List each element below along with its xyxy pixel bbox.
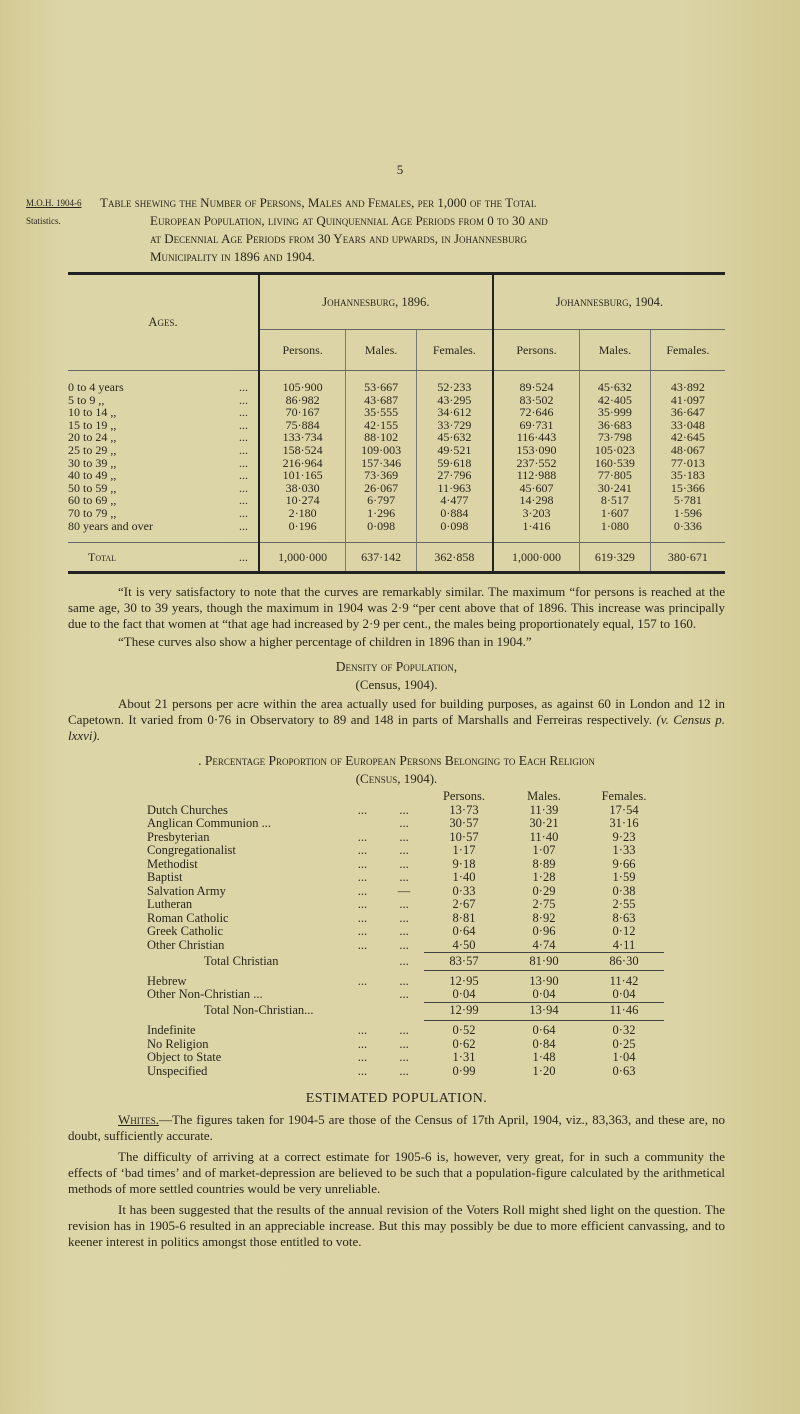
religion-name: Other Christian (147, 937, 225, 952)
religion-name: No Religion (147, 1036, 209, 1051)
religion-subheading: (Census, 1904). (355, 771, 438, 786)
value-cell: 36·683 (580, 419, 651, 432)
value-cell: 1·40 (452, 870, 476, 884)
value-cell: 42·155 (346, 419, 417, 432)
value-cell: 0·098 (416, 520, 493, 533)
value-cell: 8·92 (532, 910, 556, 925)
value-cell: 0·25 (612, 1036, 636, 1051)
leader-dots: ... (239, 493, 248, 508)
value-cell: 14·298 (493, 494, 580, 507)
value-cell: 35·183 (650, 469, 725, 482)
ages-header: Ages. (68, 274, 259, 371)
table-row (147, 817, 664, 831)
age-label: 15 to 19 ,, (68, 417, 117, 432)
value-cell: 13·73 (449, 802, 479, 817)
value-cell: 77·013 (650, 457, 725, 470)
value-cell: 33·729 (416, 419, 493, 432)
table-row (68, 444, 725, 457)
value-cell: 42·645 (650, 431, 725, 444)
leader-dots: — (397, 883, 411, 898)
value-cell: 1·20 (532, 1063, 556, 1078)
value-cell: 43·295 (416, 394, 493, 407)
whites-text: —The figures taken for 1904-5 are those of the Census of 17th April, 1904, viz., 83,363, and these are, no doubt, sufficiently accurate. (68, 1112, 725, 1143)
value-cell: 88·102 (346, 431, 417, 444)
table-row (147, 858, 664, 872)
total-value: 619·329 (580, 543, 651, 573)
value-cell: 8·81 (452, 910, 476, 925)
leader-dots: ... (399, 843, 409, 857)
col-header: Males. (580, 330, 651, 371)
value-cell: 0·336 (650, 520, 725, 533)
value-cell: 1·596 (650, 507, 725, 520)
total-label: Total (88, 549, 117, 564)
estimated-paragraph: It has been suggested that the results of the annual revision of the Voters Roll might shed light on the question. The revision has in 1905-6 resulted in an appreciable increase. But this may possibly be due to more efficient canvassing, and to keener interest in politics amongst those entitled to vote. (68, 1202, 725, 1249)
col-header: Persons. (259, 330, 346, 371)
religion-name: Presbyterian (147, 829, 210, 844)
leader-dots: ... (399, 897, 409, 911)
col-header: Females. (601, 789, 647, 803)
col-header: Males. (346, 330, 417, 371)
value-cell: 43·687 (346, 394, 417, 407)
religion-table (147, 790, 664, 1078)
value-cell: 27·796 (416, 469, 493, 482)
age-cell (68, 520, 259, 533)
leader-dots: ... (239, 455, 248, 470)
value-cell: 83·57 (424, 953, 504, 971)
value-cell: 105·023 (580, 444, 651, 457)
leader-dots: ... (357, 897, 368, 911)
value-cell: 0·12 (612, 924, 636, 938)
leader-dots: ... (239, 518, 248, 533)
value-cell: 77·805 (580, 469, 651, 482)
value-cell: 30·241 (580, 482, 651, 495)
age-label: 30 to 39 ,, (68, 455, 117, 470)
value-cell: 48·067 (650, 444, 725, 457)
leader-dots: ... (239, 392, 248, 407)
value-cell: 17·54 (609, 802, 639, 817)
table-row (68, 406, 725, 419)
leader-dots: ... (239, 405, 248, 420)
value-cell: 73·369 (346, 469, 417, 482)
value-cell: 13·90 (529, 973, 559, 988)
table-row (147, 1051, 664, 1065)
page-number: 5 (396, 162, 404, 177)
leader-dots: ... (399, 973, 409, 988)
value-cell: 69·731 (493, 419, 580, 432)
value-cell: 30·57 (449, 816, 479, 830)
value-cell: 3·203 (493, 507, 580, 520)
leader-dots (341, 988, 384, 1002)
religion-name: Roman Catholic (147, 910, 229, 925)
leader-dots: ... (357, 1036, 368, 1051)
value-cell: 13·94 (504, 1002, 584, 1020)
leader-dots: ... (357, 856, 368, 871)
value-cell: 2·75 (532, 897, 556, 911)
value-cell: 105·900 (259, 381, 346, 394)
leader-dots: ... (399, 1050, 409, 1064)
value-cell: 10·57 (449, 829, 479, 844)
value-cell: 8·63 (612, 910, 636, 925)
value-cell: 36·647 (650, 406, 725, 419)
value-cell: 0·64 (532, 1023, 556, 1037)
value-cell: 9·18 (452, 856, 476, 871)
value-cell: 45·607 (493, 482, 580, 495)
value-cell: 43·892 (650, 381, 725, 394)
value-cell: 49·521 (416, 444, 493, 457)
value-cell: 11·46 (584, 1002, 664, 1020)
leader-dots: ... (239, 468, 248, 483)
value-cell: 86·982 (259, 394, 346, 407)
religion-name: Object to State (147, 1050, 222, 1064)
value-cell: 1·48 (532, 1050, 556, 1064)
leader-dots: ... (357, 802, 368, 817)
value-cell: 0·38 (612, 883, 636, 898)
value-cell: 83·502 (493, 394, 580, 407)
value-cell: 52·233 (416, 381, 493, 394)
col-header: Persons. (493, 330, 580, 371)
table-row (147, 975, 664, 989)
leader-dots (384, 1002, 424, 1020)
value-cell: 53·667 (346, 381, 417, 394)
leader-dots: ... (357, 910, 368, 925)
total-value: 380·671 (650, 543, 725, 573)
leader-dots (341, 817, 384, 831)
estimated-heading: ESTIMATED POPULATION. (305, 1091, 488, 1106)
value-cell: 15·366 (650, 482, 725, 495)
table-row (147, 885, 664, 899)
value-cell: 11·42 (609, 973, 639, 988)
value-cell: 0·52 (452, 1023, 476, 1037)
religion-name: Methodist (147, 856, 198, 871)
leader-dots: ... (399, 816, 409, 830)
table-row (147, 871, 664, 885)
leader-dots: ... (399, 1023, 409, 1037)
value-cell: 41·097 (650, 394, 725, 407)
value-cell: 133·734 (259, 431, 346, 444)
value-cell: 0·196 (259, 520, 346, 533)
margin-note-section: Statistics. (26, 216, 61, 226)
density-paragraph (68, 696, 725, 744)
table-row (68, 520, 725, 533)
value-cell: 1·080 (580, 520, 651, 533)
leader-dots: ... (239, 442, 248, 457)
value-cell: 34·612 (416, 406, 493, 419)
leader-dots: ... (399, 987, 409, 1002)
value-cell: 1·416 (493, 520, 580, 533)
value-cell: 4·11 (612, 937, 636, 952)
value-cell: 1·04 (612, 1050, 636, 1064)
value-cell: 9·66 (612, 856, 636, 871)
col-header: Males. (527, 789, 561, 803)
leader-dots: ... (399, 870, 409, 884)
value-cell: 42·405 (580, 394, 651, 407)
value-cell: 1·296 (346, 507, 417, 520)
religion-name: Hebrew (147, 973, 187, 988)
value-cell: 4·74 (532, 937, 556, 952)
value-cell: 38·030 (259, 482, 346, 495)
value-cell: 26·067 (346, 482, 417, 495)
age-label: 25 to 29 ,, (68, 442, 117, 457)
value-cell: 101·165 (259, 469, 346, 482)
total-row (147, 1002, 664, 1020)
table-row (68, 469, 725, 482)
total-row (147, 953, 664, 971)
value-cell: 153·090 (493, 444, 580, 457)
value-cell: 0·04 (612, 987, 636, 1001)
leader-dots: ... (239, 430, 248, 445)
age-label: 5 to 9 ,, (68, 392, 105, 407)
value-cell: 2·55 (612, 897, 636, 911)
leader-dots: ... (399, 802, 409, 817)
religion-name: Anglican Communion ... (147, 816, 271, 830)
religion-name: Greek Catholic (147, 924, 224, 938)
value-cell: 116·443 (493, 431, 580, 444)
value-cell: 0·96 (532, 924, 556, 938)
religion-name: Total Christian (204, 953, 279, 968)
table-row (147, 1038, 664, 1052)
value-cell: 11·40 (529, 829, 559, 844)
value-cell: 8·89 (532, 856, 556, 871)
value-cell: 0·63 (612, 1063, 636, 1078)
table-row (68, 507, 725, 520)
value-cell: 2·67 (452, 897, 476, 911)
quote-block (68, 584, 725, 650)
density-text: About 21 persons per acre within the area actually used for building purposes, as against 60 in London and 12 in Capetown. It varied from 0·76 in Observatory to 89 and 148 in parts of Marshalls and Ferreiras respectively. (68, 696, 725, 727)
value-cell: 45·632 (580, 381, 651, 394)
leader-dots: ... (357, 973, 368, 988)
table-row (147, 988, 664, 1002)
value-cell: 1·607 (580, 507, 651, 520)
total-value: 1,000·000 (259, 543, 346, 573)
religion-name: Indefinite (147, 1023, 196, 1037)
leader-dots: ... (357, 924, 368, 938)
religion-name: Dutch Churches (147, 802, 228, 817)
value-cell: 0·62 (452, 1036, 476, 1051)
leader-dots: ... (399, 953, 409, 968)
value-cell: 0·098 (346, 520, 417, 533)
value-cell: 1·17 (452, 843, 476, 857)
value-cell: 11·963 (416, 482, 493, 495)
value-cell: 1·33 (612, 843, 636, 857)
value-cell: 160·539 (580, 457, 651, 470)
total-value: 637·142 (346, 543, 417, 573)
leader-dots: ... (399, 937, 409, 952)
density-subheading: (Census, 1904). (355, 677, 438, 692)
age-label: 20 to 24 ,, (68, 430, 117, 445)
value-cell: 0·64 (452, 924, 476, 938)
density-heading: Density of Population, (335, 659, 458, 674)
leader-dots: ... (239, 480, 248, 495)
value-cell: 70·167 (259, 406, 346, 419)
value-cell: 237·552 (493, 457, 580, 470)
value-cell: 12·99 (424, 1002, 504, 1020)
value-cell: 11·39 (529, 802, 559, 817)
leader-dots: ... (357, 870, 368, 884)
title-line: European Population, living at Quinquennial Age Periods from 0 to 30 and (150, 213, 548, 228)
value-cell: 86·30 (584, 953, 664, 971)
value-cell: 12·95 (449, 973, 479, 988)
leader-dots: ... (357, 1050, 368, 1064)
title-line: at Decennial Age Periods from 30 Years and upwards, in Johannesburg (150, 231, 528, 246)
table-row (147, 925, 664, 939)
whites-label: Whites. (118, 1112, 160, 1127)
age-label: 10 to 14 ,, (68, 405, 117, 420)
table-row (147, 844, 664, 858)
value-cell: 9·23 (612, 829, 636, 844)
religion-name: Total Non-Christian... (204, 1003, 314, 1018)
group-header-1904: Johannesburg, 1904. (493, 274, 725, 330)
age-label: 80 years and over (68, 518, 153, 533)
value-cell: 0·04 (532, 987, 556, 1001)
value-cell: 6·797 (346, 494, 417, 507)
table-row (147, 898, 664, 912)
value-cell: 112·988 (493, 469, 580, 482)
table-row (147, 1024, 664, 1038)
leader-dots: ... (399, 829, 409, 844)
col-header: Females. (650, 330, 725, 371)
age-label: 70 to 79 ,, (68, 505, 117, 520)
value-cell: 1·59 (612, 870, 636, 884)
title-line: Table shewing the Number of Persons, Males and Females, per 1,000 of the Total (100, 195, 537, 210)
margin-note-reference: M.O.H. 1904-6 (26, 198, 82, 208)
value-cell: 1·31 (452, 1050, 476, 1064)
table-row (147, 831, 664, 845)
value-cell: 0·33 (452, 883, 476, 898)
value-cell: 1·28 (532, 870, 556, 884)
estimated-section (68, 1112, 725, 1250)
value-cell: 45·632 (416, 431, 493, 444)
table-row (147, 1065, 664, 1079)
leader-dots: ... (239, 550, 248, 565)
quote-paragraph: “These curves also show a higher percentage of children in 1896 than in 1904.” (118, 634, 532, 649)
estimated-paragraph: The difficulty of arriving at a correct estimate for 1905-6 is, however, very great, for in such a community the effects of ‘bad times’ and of market-depression are believed to be such that a population-figure calculated by the arithmetical methods of more settled countries would be very unreliable. (68, 1149, 725, 1196)
census-reference: (v. Census p. lxxvi). (68, 712, 725, 743)
leader-dots: ... (239, 380, 248, 394)
total-row (68, 543, 725, 573)
quote-paragraph: “It is very satisfactory to note that the curves are remarkably similar. The maximum “for persons is reached at the same age, 30 to 39 years, though the maximum in 1904 was 2·9 “per cent above that of 1896. This increase was principally due to the fact that women at “that age had increased by 2·9 per cent., the males being proportionately equal, 157 to 160. (68, 584, 725, 631)
value-cell: 216·964 (259, 457, 346, 470)
value-cell: 5·781 (650, 494, 725, 507)
col-header: Persons. (442, 789, 486, 803)
value-cell: 157·346 (346, 457, 417, 470)
leader-dots: ... (399, 1036, 409, 1051)
value-cell: 73·798 (580, 431, 651, 444)
leader-dots: ... (357, 883, 368, 898)
value-cell: 4·50 (452, 937, 476, 952)
total-value: 1,000·000 (493, 543, 580, 573)
value-cell: 59·618 (416, 457, 493, 470)
value-cell: 0·32 (612, 1023, 636, 1037)
value-cell: 81·90 (504, 953, 584, 971)
religion-name: Unspecified (147, 1063, 208, 1078)
value-cell: 8·517 (580, 494, 651, 507)
leader-dots: ... (239, 417, 248, 432)
value-cell: 10·274 (259, 494, 346, 507)
age-label: 50 to 59 ,, (68, 480, 117, 495)
leader-dots: ... (399, 910, 409, 925)
age-label: 60 to 69 ,, (68, 493, 117, 508)
table-title (100, 194, 790, 266)
age-cell (68, 543, 259, 573)
value-cell: 35·555 (346, 406, 417, 419)
leader-dots: ... (357, 843, 368, 857)
value-cell: 0·04 (452, 987, 476, 1001)
value-cell: 89·524 (493, 381, 580, 394)
religion-name: Salvation Army (147, 883, 226, 898)
leader-dots: ... (399, 856, 409, 871)
table-row (147, 939, 664, 953)
value-cell: 0·29 (532, 883, 556, 898)
value-cell: 2·180 (259, 507, 346, 520)
table-row (147, 804, 664, 818)
religion-name: Lutheran (147, 897, 193, 911)
leader-dots: ... (239, 505, 248, 520)
leader-dots: ... (399, 1063, 409, 1078)
leader-dots: ... (357, 1063, 368, 1078)
age-label: 0 to 4 years (68, 380, 124, 394)
value-cell: 33·048 (650, 419, 725, 432)
title-line: Municipality in 1896 and 1904. (150, 249, 315, 264)
value-cell: 35·999 (580, 406, 651, 419)
value-cell: 30·21 (529, 816, 559, 830)
value-cell: 0·99 (452, 1063, 476, 1078)
religion-name: Baptist (147, 870, 183, 884)
body-flow (68, 584, 725, 1250)
leader-dots: ... (357, 937, 368, 952)
religion-heading: . Percentage Proportion of European Persons Belonging to Each Religion (198, 753, 595, 768)
value-cell: 1·07 (532, 843, 556, 857)
religion-name: Congregationalist (147, 843, 236, 857)
table-row (68, 381, 725, 394)
table-row (147, 912, 664, 926)
leader-dots: ... (399, 924, 409, 938)
value-cell: 31·16 (609, 816, 639, 830)
group-header-1896: Johannesburg, 1896. (259, 274, 493, 330)
value-cell: 0·84 (532, 1036, 556, 1051)
age-label: 40 to 49 ,, (68, 468, 117, 483)
total-value: 362·858 (416, 543, 493, 573)
value-cell: 72·646 (493, 406, 580, 419)
value-cell: 109·003 (346, 444, 417, 457)
value-cell: 75·884 (259, 419, 346, 432)
age-distribution-table (68, 272, 725, 574)
value-cell: 158·524 (259, 444, 346, 457)
value-cell: 0·884 (416, 507, 493, 520)
leader-dots: ... (357, 1023, 368, 1037)
leader-dots: ... (357, 829, 368, 844)
col-header: Females. (416, 330, 493, 371)
religion-name: Other Non-Christian ... (147, 987, 263, 1002)
value-cell: 4·477 (416, 494, 493, 507)
